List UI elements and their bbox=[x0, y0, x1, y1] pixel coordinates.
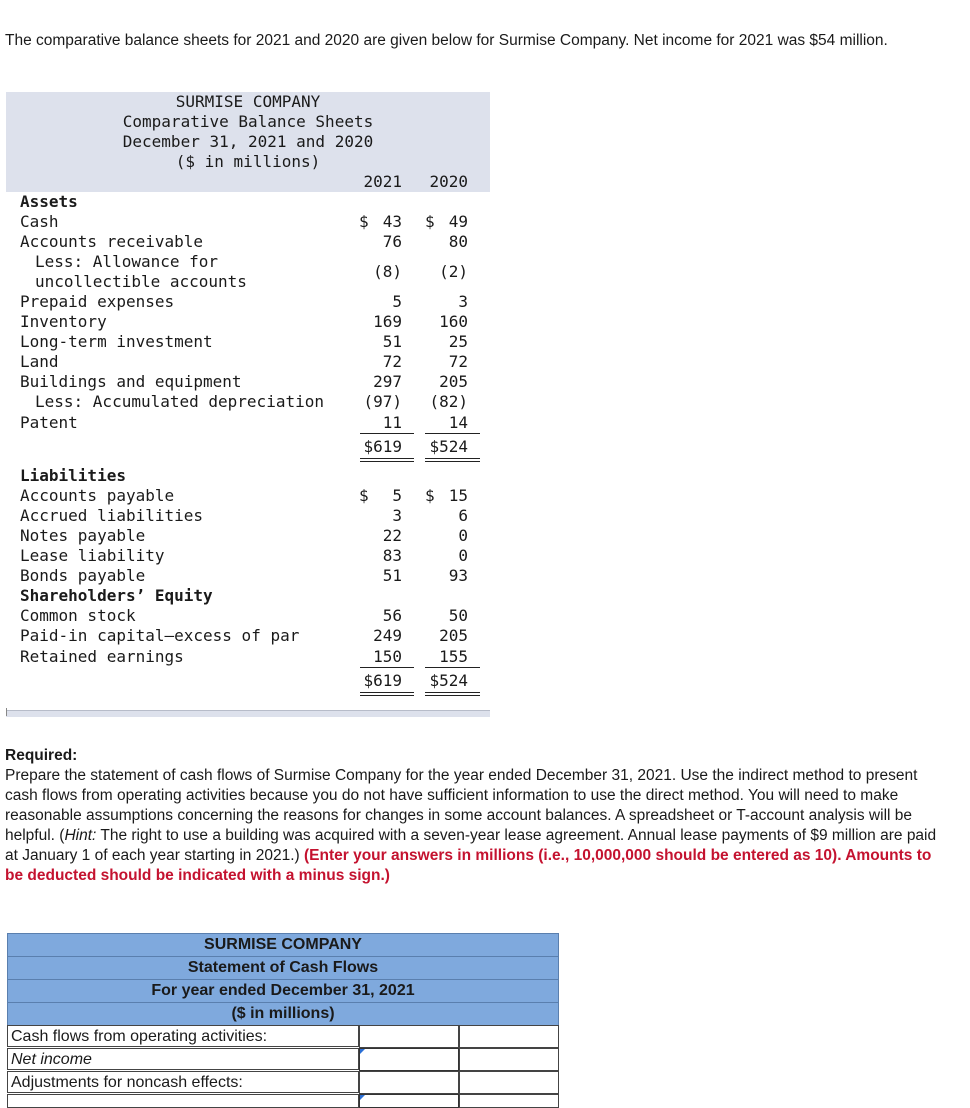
row-label: Inventory bbox=[20, 312, 107, 331]
total-double-line bbox=[360, 692, 414, 696]
value-2021: 5 bbox=[392, 292, 402, 311]
value-2021: 56 bbox=[382, 606, 402, 625]
row-label: Bonds payable bbox=[20, 566, 146, 585]
value-2021: 83 bbox=[382, 546, 402, 565]
hint-text: The right to use a building was acquired with a seven-year lease agreement. Annual lease payments of $9 million are paid at January 1 of each year starting in 2021.) bbox=[5, 827, 937, 864]
col-2021-header: 2021 bbox=[363, 172, 402, 191]
value-2020: 205 bbox=[439, 372, 468, 391]
row-label: Less: Allowance for uncollectible accounts bbox=[35, 252, 247, 291]
cf-cell bbox=[359, 1071, 459, 1094]
value-2021: 43 bbox=[382, 212, 402, 231]
value-2021: 150 bbox=[373, 647, 402, 666]
cf-row-adjustments-heading: Adjustments for noncash effects: bbox=[7, 1071, 359, 1093]
value-2021: 3 bbox=[392, 506, 402, 525]
value-2020: 0 bbox=[458, 546, 468, 565]
row-label: Prepaid expenses bbox=[20, 292, 175, 311]
total-assets-2020: $524 bbox=[429, 437, 468, 456]
dollar-sign: $ bbox=[425, 486, 435, 505]
total-liabilities-2020: $524 bbox=[429, 671, 468, 690]
value-2020: 0 bbox=[458, 526, 468, 545]
required-text bbox=[5, 766, 950, 886]
value-2020: 25 bbox=[448, 332, 468, 351]
dollar-sign: $ bbox=[359, 486, 369, 505]
subtotal-line bbox=[425, 667, 480, 668]
resize-tick bbox=[6, 708, 7, 716]
cf-row-operating-heading: Cash flows from operating activities: bbox=[7, 1025, 359, 1047]
total-assets-2021: $619 bbox=[363, 437, 402, 456]
cf-period: For year ended December 31, 2021 bbox=[7, 979, 559, 1003]
cf-row-adjustment-input-row[interactable] bbox=[7, 1094, 359, 1108]
value-2020: 155 bbox=[439, 647, 468, 666]
row-label: Paid-in capital–excess of par bbox=[20, 626, 300, 645]
equity-heading: Shareholders’ Equity bbox=[20, 586, 213, 605]
value-2020: (2) bbox=[439, 262, 468, 281]
value-2021: 249 bbox=[373, 626, 402, 645]
value-2020: 15 bbox=[448, 486, 468, 505]
subtotal-line bbox=[425, 433, 480, 434]
cf-company-name: SURMISE COMPANY bbox=[7, 933, 559, 957]
required-body: Prepare the statement of cash flows of Surmise Company for the year ended December 31, 2021. Use the indirect method to present cash flows from operating activities because you do not have sufficient information to use the direct method. You will need to make reasonable assumptions concerning the reasons for changes in some account balances. A spreadsheet or T-account analysis will be helpful. ( bbox=[5, 767, 918, 844]
row-label: Lease liability bbox=[20, 546, 165, 565]
value-2021: (97) bbox=[363, 392, 402, 411]
balance-sheet bbox=[6, 92, 490, 710]
cf-cell bbox=[459, 1025, 559, 1048]
intro-text: The comparative balance sheets for 2021 and 2020 are given below for Surmise Company. Net income for 2021 was $54 million. bbox=[5, 32, 888, 49]
entry-instructions: (Enter your answers in millions (i.e., 10,000,000 should be entered as 10). Amounts to be deducted should be indicated with a minus sign.) bbox=[5, 847, 932, 884]
value-2020: 205 bbox=[439, 626, 468, 645]
value-2021: 5 bbox=[392, 486, 402, 505]
cf-statement-title: Statement of Cash Flows bbox=[7, 956, 559, 980]
dollar-sign: $ bbox=[425, 212, 435, 231]
row-label: Accounts payable bbox=[20, 486, 175, 505]
required-heading: Required: bbox=[5, 747, 78, 764]
value-2021: 76 bbox=[382, 232, 402, 251]
subtotal-line bbox=[360, 667, 414, 668]
total-double-line bbox=[425, 458, 480, 462]
liabilities-heading: Liabilities bbox=[20, 466, 126, 485]
row-label: Cash bbox=[20, 212, 59, 231]
assets-heading: Assets bbox=[20, 192, 78, 211]
value-2021: 51 bbox=[382, 566, 402, 585]
row-label: Notes payable bbox=[20, 526, 146, 545]
cf-row-net-income: Net income bbox=[7, 1048, 359, 1070]
value-2021: (8) bbox=[373, 262, 402, 281]
balance-sheet-footer-bar bbox=[6, 710, 490, 717]
value-2020: 72 bbox=[448, 352, 468, 371]
row-label: Less: Accumulated depreciation bbox=[35, 392, 324, 411]
statement-title: Comparative Balance Sheets bbox=[122, 112, 374, 131]
value-2021: 22 bbox=[382, 526, 402, 545]
value-2021: 297 bbox=[373, 372, 402, 391]
value-2020: 80 bbox=[448, 232, 468, 251]
cf-cell bbox=[359, 1025, 459, 1048]
cf-cell bbox=[459, 1048, 559, 1071]
cf-cell bbox=[459, 1071, 559, 1094]
value-2020: 160 bbox=[439, 312, 468, 331]
statement-units: ($ in millions) bbox=[175, 152, 321, 171]
dollar-sign: $ bbox=[359, 212, 369, 231]
statement-date: December 31, 2021 and 2020 bbox=[122, 132, 374, 151]
row-label: Accrued liabilities bbox=[20, 506, 204, 525]
balance-sheet-body bbox=[6, 172, 490, 710]
value-2020: 49 bbox=[448, 212, 468, 231]
row-label: Land bbox=[20, 352, 59, 371]
row-label: Accounts receivable bbox=[20, 232, 204, 251]
required-section bbox=[5, 746, 950, 886]
cf-cell bbox=[459, 1094, 559, 1108]
net-income-input[interactable] bbox=[359, 1048, 459, 1071]
value-2021: 11 bbox=[382, 413, 402, 432]
row-label: Common stock bbox=[20, 606, 136, 625]
subtotal-line bbox=[360, 433, 414, 434]
value-2020: 3 bbox=[458, 292, 468, 311]
col-2020-header: 2020 bbox=[429, 172, 468, 191]
value-2021: 51 bbox=[382, 332, 402, 351]
value-2021: 72 bbox=[382, 352, 402, 371]
value-2020: 93 bbox=[448, 566, 468, 585]
row-label: Patent bbox=[20, 413, 78, 432]
value-2021: 169 bbox=[373, 312, 402, 331]
value-2020: (82) bbox=[429, 392, 468, 411]
value-2020: 6 bbox=[458, 506, 468, 525]
total-liabilities-2021: $619 bbox=[363, 671, 402, 690]
value-2020: 14 bbox=[448, 413, 468, 432]
total-double-line bbox=[425, 692, 480, 696]
row-label: Retained earnings bbox=[20, 647, 184, 666]
row-label: Long-term investment bbox=[20, 332, 213, 351]
hint-label: Hint: bbox=[64, 827, 97, 844]
row-label: Buildings and equipment bbox=[20, 372, 242, 391]
company-name: SURMISE COMPANY bbox=[175, 92, 321, 111]
value-2020: 50 bbox=[448, 606, 468, 625]
total-double-line bbox=[360, 458, 414, 462]
adjustment-amount-input[interactable] bbox=[359, 1094, 459, 1108]
cf-units: ($ in millions) bbox=[7, 1002, 559, 1026]
